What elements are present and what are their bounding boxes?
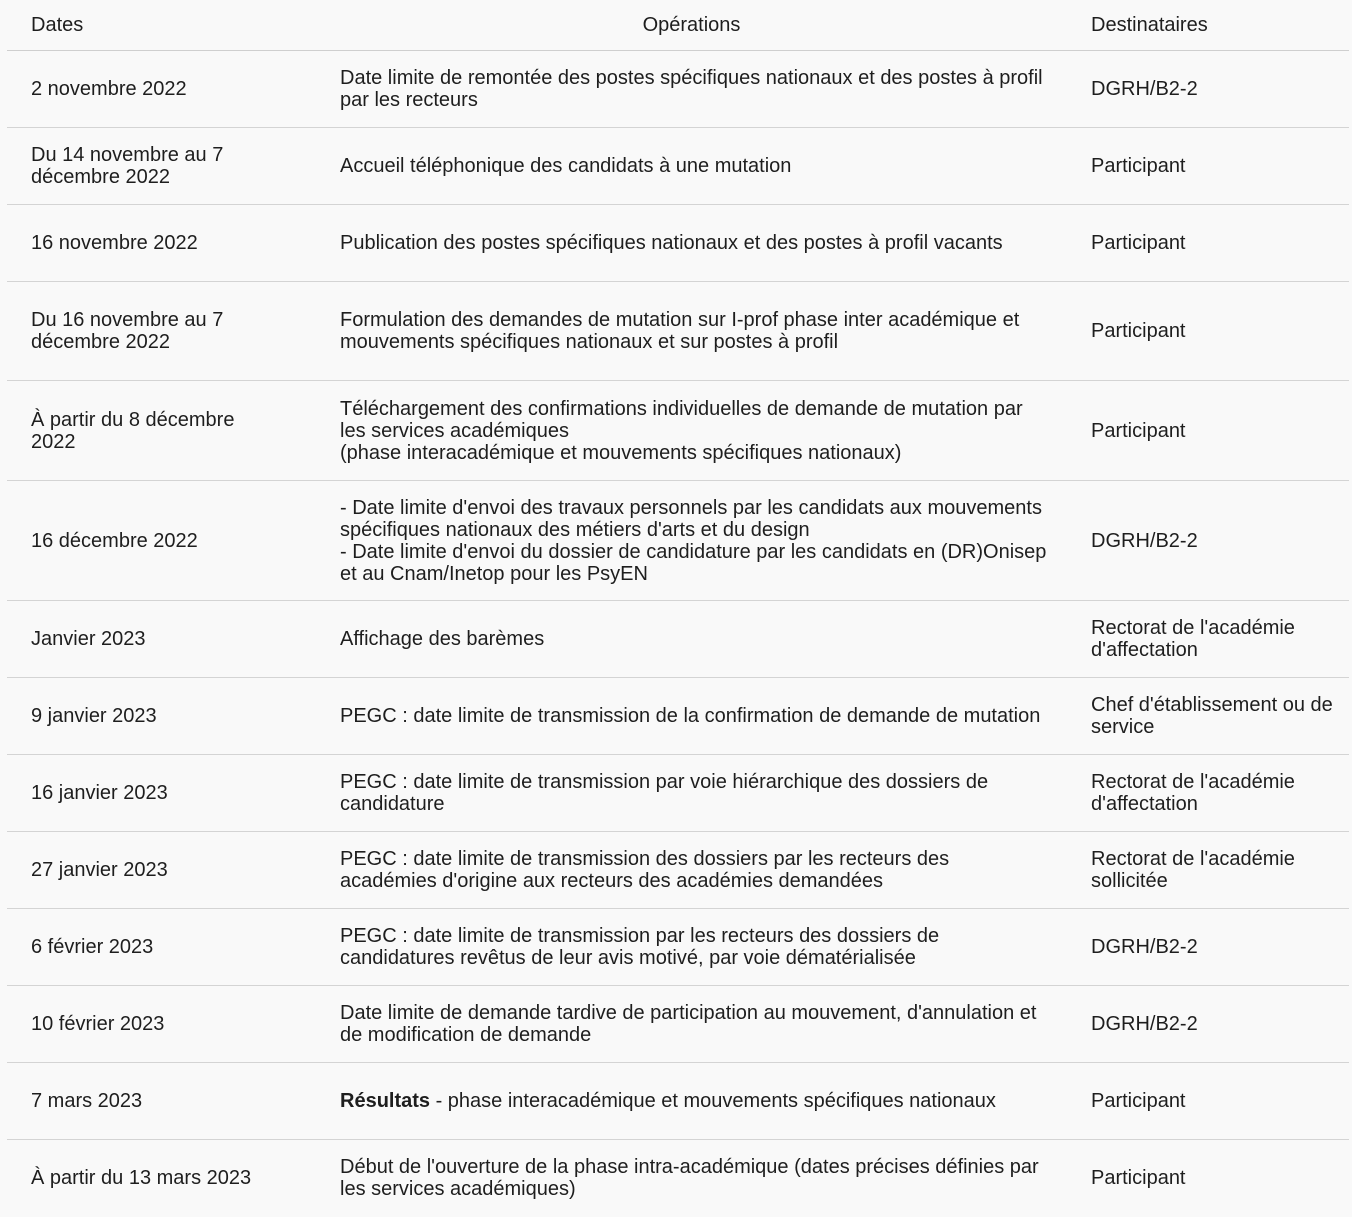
table-row	[7, 909, 1349, 986]
cell-operation: Accueil téléphonique des candidats à une mutation	[316, 128, 1067, 205]
operation-line: - Date limite d'envoi du dossier de candidature par les candidats en (DR)Onisep et au Cnam/Inetop pour les PsyEN	[340, 540, 1047, 585]
cell-destinataire: DGRH/B2-2	[1067, 51, 1349, 128]
cell-destinataire: DGRH/B2-2	[1067, 986, 1349, 1063]
cell-operation: PEGC : date limite de transmission des dossiers par les recteurs des académies d'origine aux recteurs des académies demandées	[316, 832, 1067, 909]
table-header-row	[7, 0, 1349, 51]
cell-operation	[316, 381, 1067, 481]
table-row	[7, 832, 1349, 909]
table-row	[7, 986, 1349, 1063]
cell-destinataire: Participant	[1067, 381, 1349, 481]
header-operations: Opérations	[316, 0, 1067, 51]
cell-operation: Affichage des barèmes	[316, 601, 1067, 678]
cell-operation: PEGC : date limite de transmission de la confirmation de demande de mutation	[316, 678, 1067, 755]
table-row	[7, 128, 1349, 205]
cell-date: 16 janvier 2023	[7, 755, 316, 832]
cell-destinataire: DGRH/B2-2	[1067, 481, 1349, 601]
cell-operation: Publication des postes spécifiques nationaux et des postes à profil vacants	[316, 205, 1067, 282]
table-row	[7, 755, 1349, 832]
cell-date: 9 janvier 2023	[7, 678, 316, 755]
header-dates: Dates	[7, 0, 316, 51]
cell-operation: Formulation des demandes de mutation sur I-prof phase inter académique et mouvements spécifiques nationaux et sur postes à profil	[316, 282, 1067, 381]
cell-operation: PEGC : date limite de transmission par voie hiérarchique des dossiers de candidature	[316, 755, 1067, 832]
calendar-table	[7, 0, 1349, 1217]
cell-destinataire: Chef d'établissement ou de service	[1067, 678, 1349, 755]
cell-operation: Date limite de demande tardive de participation au mouvement, d'annulation et de modification de demande	[316, 986, 1067, 1063]
cell-destinataire: Rectorat de l'académie d'affectation	[1067, 755, 1349, 832]
table-row	[7, 481, 1349, 601]
header-destinataires: Destinataires	[1067, 0, 1349, 51]
cell-destinataire: Participant	[1067, 128, 1349, 205]
cell-date: 10 février 2023	[7, 986, 316, 1063]
operation-line: (phase interacadémique et mouvements spécifiques nationaux)	[340, 441, 902, 464]
cell-destinataire: Rectorat de l'académie d'affectation	[1067, 601, 1349, 678]
cell-date: 27 janvier 2023	[7, 832, 316, 909]
operation-line: Téléchargement des confirmations individuelles de demande de mutation par les services académiques	[340, 397, 1023, 442]
cell-date: 2 novembre 2022	[7, 51, 316, 128]
operation-bold-label: Résultats	[340, 1090, 431, 1112]
cell-date: 16 décembre 2022	[7, 481, 316, 601]
cell-date: 16 novembre 2022	[7, 205, 316, 282]
cell-destinataire: Rectorat de l'académie sollicitée	[1067, 832, 1349, 909]
table-row	[7, 1063, 1349, 1140]
cell-date: 6 février 2023	[7, 909, 316, 986]
cell-operation: Début de l'ouverture de la phase intra-académique (dates précises définies par les services académiques)	[340, 1156, 1039, 1201]
cell-operation: Date limite de remontée des postes spécifiques nationaux et des postes à profil par les recteurs	[316, 51, 1067, 128]
table-row	[7, 381, 1349, 481]
cell-date: Janvier 2023	[7, 601, 316, 678]
operation-line: - Date limite d'envoi des travaux personnels par les candidats aux mouvements spécifiques nationaux des métiers d'arts et du design	[340, 496, 1042, 541]
cell-date: À partir du 8 décembre 2022	[7, 381, 316, 481]
calendar-table-container	[7, 0, 1349, 1217]
cell-operation	[316, 481, 1067, 601]
table-row	[7, 282, 1349, 381]
cell-date: Du 16 novembre au 7 décembre 2022	[7, 282, 316, 381]
cell-destinataire: DGRH/B2-2	[1067, 909, 1349, 986]
table-row	[7, 51, 1349, 128]
cell-date: Du 14 novembre au 7 décembre 2022	[7, 128, 316, 205]
cell-destinataire: Participant	[1067, 282, 1349, 381]
cell-date: 7 mars 2023	[7, 1063, 316, 1140]
cell-operation	[316, 1063, 1067, 1140]
cell-destinataire: Participant	[1067, 1063, 1349, 1140]
table-row	[7, 678, 1349, 755]
table-row	[7, 601, 1349, 678]
table-row	[7, 205, 1349, 282]
cell-operation: PEGC : date limite de transmission par les recteurs des dossiers de candidatures revêtus de leur avis motivé, par voie dématérialisée	[316, 909, 1067, 986]
table-row	[7, 1140, 1349, 1217]
operation-text: - phase interacadémique et mouvements spécifiques nationaux	[430, 1090, 996, 1112]
cell-destinataire: Participant	[1067, 205, 1349, 282]
cell-destinataire: Participant	[1091, 1167, 1186, 1190]
cell-date: À partir du 13 mars 2023	[31, 1167, 252, 1190]
